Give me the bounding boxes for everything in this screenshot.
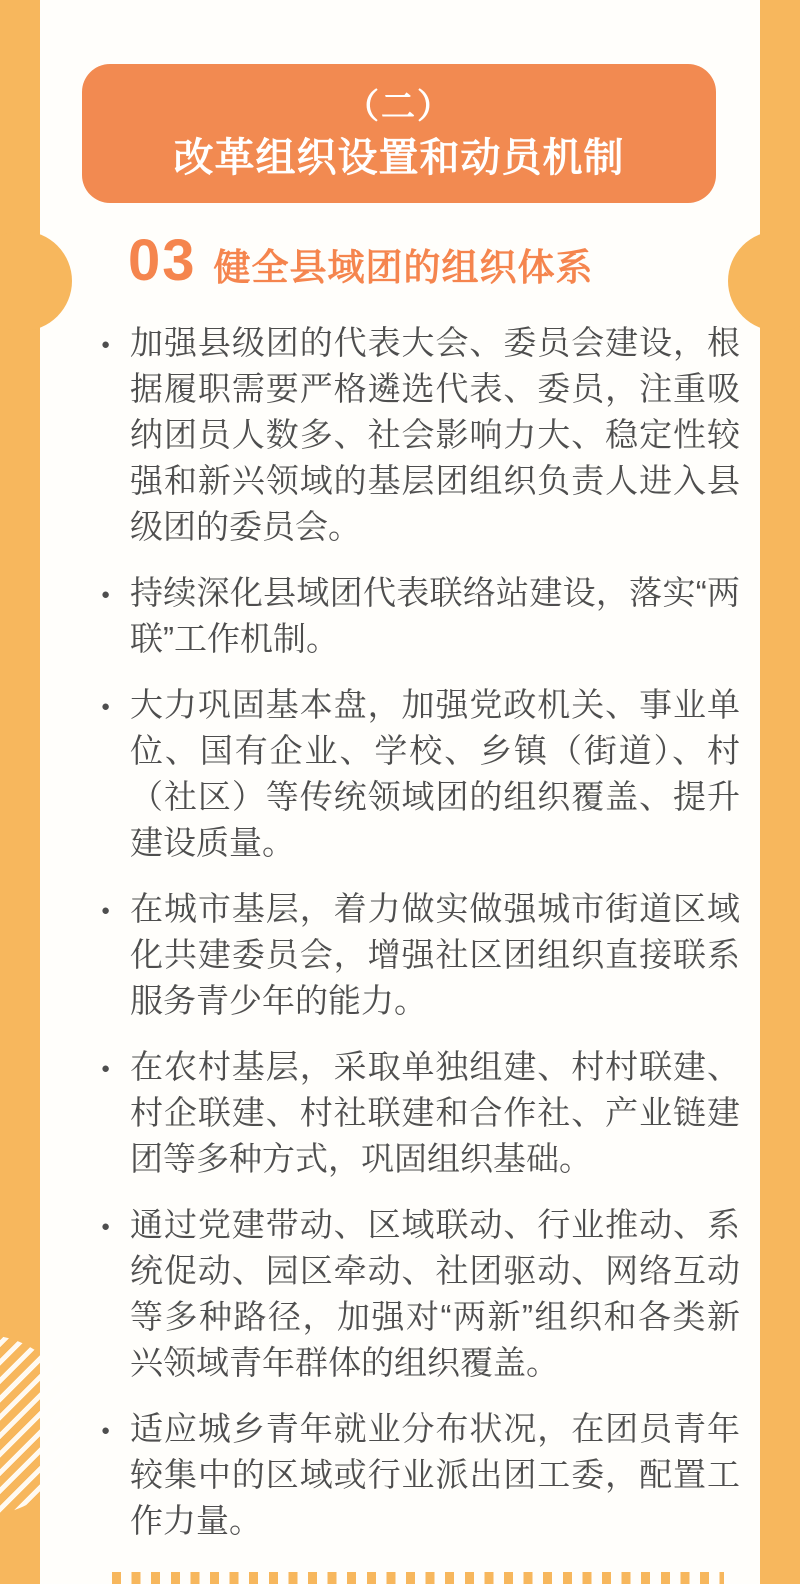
chapter-banner xyxy=(82,64,716,203)
bullet-text: 加强县级团的代表大会、委员会建设，根据履职需要严格遴选代表、委员，注重吸纳团员人数多、社会影响力大、稳定性较强和新兴领域的基层团组织负责人进入县级团的委员会。 xyxy=(130,324,740,545)
right-semicircle-decoration xyxy=(728,231,800,331)
bullet-text: 通过党建带动、区域联动、行业推动、系统促动、园区牵动、社团驱动、网络互动等多种路径，加强对“两新”组织和各类新兴领域青年群体的组织覆盖。 xyxy=(130,1206,740,1381)
section-number: 03 xyxy=(128,228,197,293)
bullet-item xyxy=(100,320,740,550)
striped-circle-decoration xyxy=(0,1335,75,1515)
chapter-title: 改革组织设置和动员机制 xyxy=(173,135,625,180)
chapter-number: （二） xyxy=(345,87,453,126)
left-semicircle-decoration xyxy=(0,231,72,331)
bottom-dots-decoration xyxy=(112,1572,724,1584)
section-heading xyxy=(128,228,594,293)
bullet-text: 持续深化县域团代表联络站建设，落实“两联”工作机制。 xyxy=(130,574,740,657)
bullet-item xyxy=(100,1406,740,1544)
bullet-text: 在城市基层，着力做实做强城市街道区域化共建委员会，增强社区团组织直接联系服务青少年的能力。 xyxy=(130,890,740,1019)
bullet-text: 在农村基层，采取单独组建、村村联建、村企联建、村社联建和合作社、产业链建团等多种方式，巩固组织基础。 xyxy=(130,1048,740,1177)
section-title: 健全县域团的组织体系 xyxy=(213,247,594,288)
bullet-item xyxy=(100,570,740,662)
bullet-text: 适应城乡青年就业分布状况，在团员青年较集中的区域或行业派出团工委，配置工作力量。 xyxy=(130,1410,740,1539)
bullet-item xyxy=(100,1202,740,1386)
bullet-list xyxy=(100,320,740,1564)
bullet-text: 大力巩固基本盘，加强党政机关、事业单位、国有企业、学校、乡镇（街道）、村（社区）等传统领域团的组织覆盖、提升建设质量。 xyxy=(130,686,740,861)
bullet-item xyxy=(100,682,740,866)
bullet-item xyxy=(100,1044,740,1182)
bullet-item xyxy=(100,886,740,1024)
